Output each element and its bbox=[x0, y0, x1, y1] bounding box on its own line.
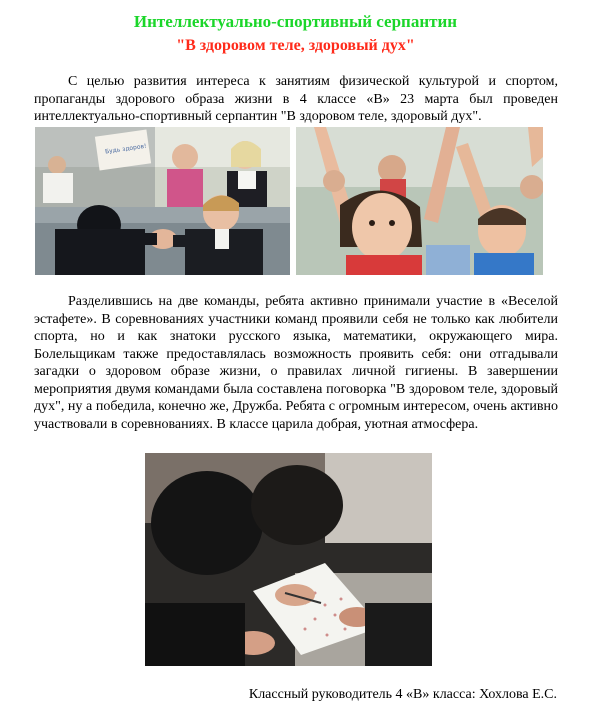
teacher-signature: Классный руководитель 4 «В» класса: Хохлова Е.С. bbox=[248, 687, 557, 702]
main-paragraph: Разделившись на две команды, ребята активно принимали участие в «Веселой эстафете». В соревнованиях участники команд проявили себя не только как любители спорта, но и как знатоки русского языка, математики, окружающего мира. Болельщикам также предоставлялась возможность проявить себя: они отгадывали загадки о здоровом образе жизни, о правилах личной гигиены. В завершении мероприятия двумя командами была составлена поговорка "В здоровом теле, здоровый дух", ну а победила, конечно же, Дружба. Ребята с огромным интересом, очень активно участвовали в соревнованиях. В классе царила добрая, уютная атмосфера. bbox=[34, 294, 558, 432]
page-subtitle: "В здоровом теле, здоровый дух" bbox=[176, 37, 415, 54]
svg-text:Будь здоров!: Будь здоров! bbox=[104, 142, 147, 156]
children-writing-on-paper-photo bbox=[145, 453, 432, 666]
classroom-arm-wrestling-photo bbox=[35, 127, 290, 275]
page-title: Интеллектуально-спортивный серпантин bbox=[133, 12, 458, 31]
children-raising-hands-photo bbox=[296, 127, 543, 275]
intro-paragraph: С целью развития интереса к занятиям физической культурой и спортом, пропаганды здорового образа жизни в 4 классе «В» 23 марта был проведен интеллектуально-спортивный серпантин "В здоровом теле, здоровый дух". bbox=[34, 74, 558, 124]
